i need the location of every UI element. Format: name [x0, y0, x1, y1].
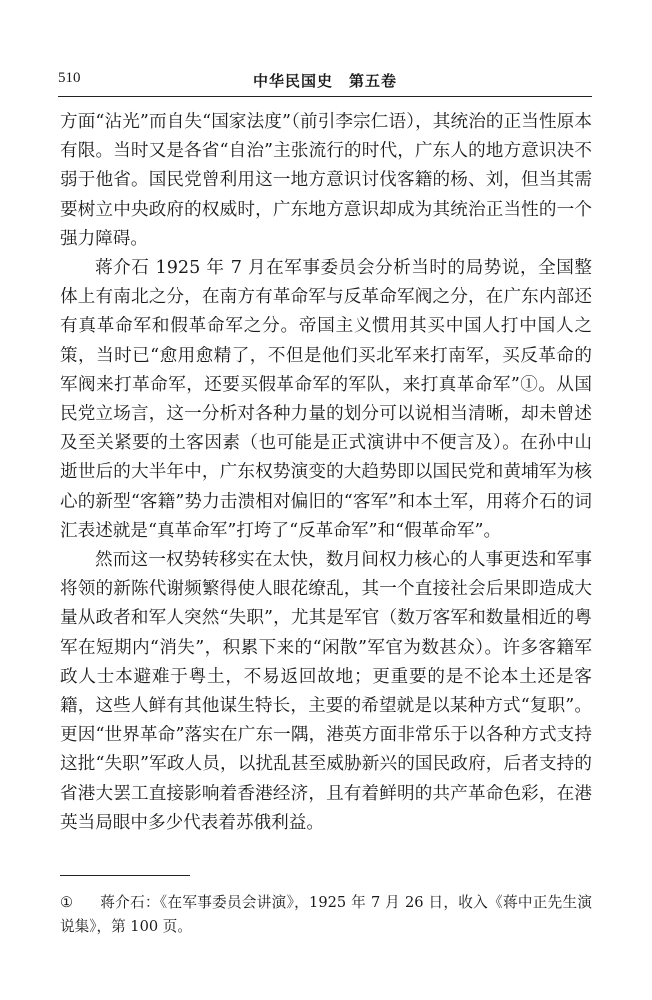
paragraph-2: 蒋介石 1925 年 7 月在军事委员会分析当时的局势说，全国整体上有南北之分，在南方有革命军与反革命军阀之分，在广东内部还有真革命军和假革命军之分。帝国主义惯用其买中国人打中国人之策，当时已“愈用愈精了，不但是他们买北军来打南军，买反革命的军阀来打革命军，还要买假革命军的军队，来打真革命军”①。从国民党立场言，这一分析对各种力量的划分可以说相当清晰，却未曾述及至关紧要的土客因素（也可能是正式演讲中不便言及）。在孙中山逝世后的大半年中，广东权势演变的大趋势即以国民党和黄埔军为核心的新型“客籍”势力击溃相对偏旧的“客军”和本土军，用蒋介石的词汇表述就是“真革命军”打垮了“反革命军”和“假革命军”。	[60, 258, 592, 541]
body-text	[60, 108, 592, 838]
page-number: 510	[58, 70, 81, 86]
header-rule	[58, 96, 592, 97]
footnote	[60, 891, 592, 939]
footnote-marker: ①	[60, 894, 74, 911]
footnote-text: 蒋介石：《在军事委员会讲演》，1925 年 7 月 26 日，收入《蒋中正先生演说集》，第 100 页。	[60, 894, 592, 935]
paragraph-1: 方面“沾光”而自失“国家法度”（前引李宗仁语），其统治的正当性原本有限。当时又是各省“自治”主张流行的时代，广东人的地方意识决不弱于他省。国民党曾利用这一地方意识讨伐客籍的杨、刘，但当其需要树立中央政府的权威时，广东地方意识却成为其统治正当性的一个强力障碍。	[60, 112, 592, 249]
running-title: 中华民国史 第五卷	[252, 72, 397, 90]
footnote-rule	[60, 875, 190, 876]
paragraph-3: 然而这一权势转移实在太快，数月间权力核心的人事更迭和军事将领的新陈代谢频繁得使人眼花缭乱，其一个直接社会后果即造成大量从政者和军人突然“失职”，尤其是军官（数万客军和数量相近的粤军在短期内“消失”，积累下来的“闲散”军官为数甚众）。许多客籍军政人士本避难于粤土，不易返回故地；更重要的是不论本土还是客籍，这些人鲜有其他谋生特长，主要的希望就是以某种方式“复职”。更因“世界革命”落实在广东一隅，港英方面非常乐于以各种方式支持这批“失职”军政人员，以扰乱甚至威胁新兴的国民政府，后者支持的省港大罢工直接影响着香港经济，且有着鲜明的共产革命色彩，在港英当局眼中多少代表着苏俄利益。	[60, 550, 592, 833]
page-header	[58, 70, 592, 96]
